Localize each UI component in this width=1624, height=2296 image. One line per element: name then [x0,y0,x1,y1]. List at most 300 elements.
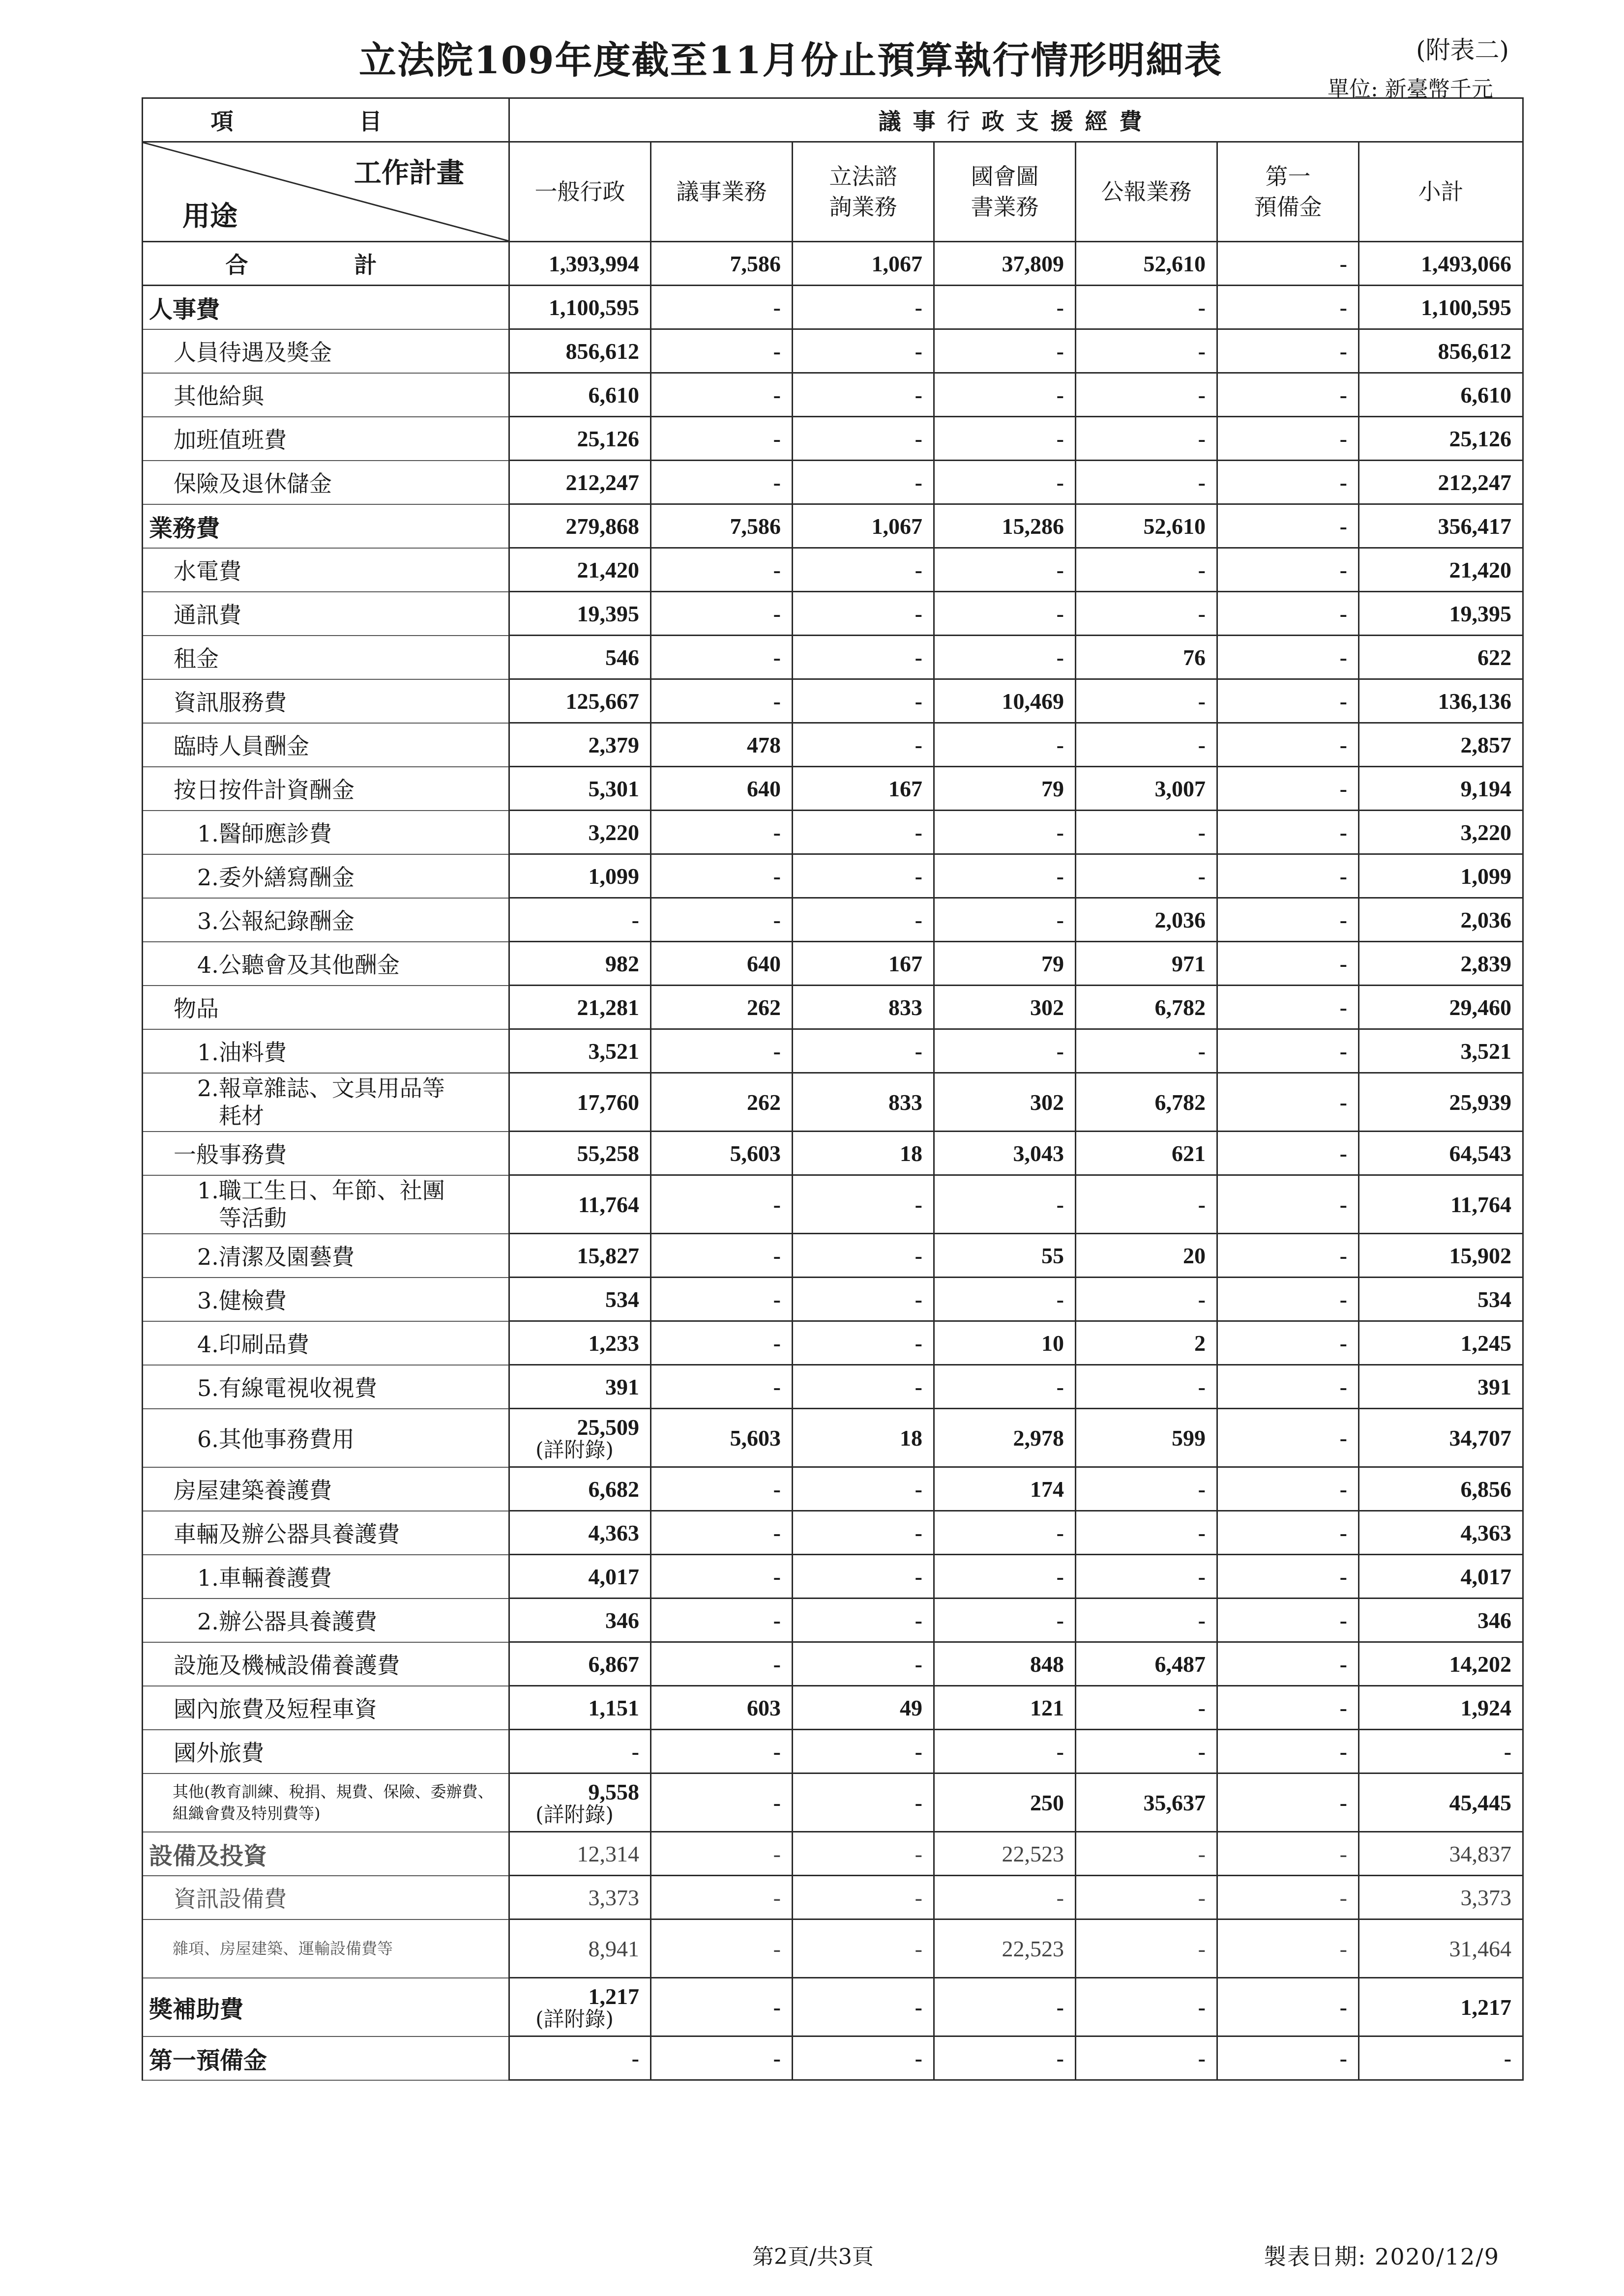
row-value: 546 [509,636,651,679]
row-value: 1,100,595 [1359,286,1523,329]
annex-label: (附表二) [1416,36,1509,64]
table-row [143,1175,1523,1234]
table-row [143,1132,1523,1175]
table-row [143,679,1523,723]
table-row [143,854,1523,898]
row-value: 3,521 [509,1029,651,1073]
row-value: 1,100,595 [509,286,651,329]
row-label-line: 1.職工生日、年節、社團 [197,1177,445,1204]
row-value: - [793,461,934,504]
row-value: - [793,636,934,679]
row-value: 125,667 [509,679,651,723]
row-value: 25,126 [1359,417,1523,461]
row-value: - [1217,1467,1359,1511]
row-value: 1,099 [509,854,651,898]
row-label-line: 第一預備金 [149,2046,267,2074]
row-value: - [1217,373,1359,417]
row-value: 76 [1076,636,1217,679]
row-value: 302 [934,1073,1076,1132]
row-value: - [1217,1978,1359,2036]
row-value: - [1076,2036,1217,2080]
row-value: - [793,1365,934,1409]
row-value: 55 [934,1234,1076,1278]
row-value: - [1217,1511,1359,1555]
column-header-line: 一般行政 [534,178,625,205]
row-value: - [934,1175,1076,1234]
row-value: - [1076,723,1217,767]
column-header [793,142,934,242]
row-label-line: 臨時人員酬金 [174,733,309,759]
row-value: - [934,329,1076,373]
row-label-line: 一般事務費 [174,1141,287,1168]
row-label [143,1467,509,1511]
column-header-line: 小計 [1418,178,1464,205]
row-label-line: 1.車輛養護費 [197,1565,332,1591]
row-value: 599 [1076,1409,1217,1467]
row-value: - [1217,1598,1359,1642]
row-value: - [1076,1175,1217,1234]
table-row [143,417,1523,461]
row-value: 3,007 [1076,767,1217,811]
row-label-line: 加班值班費 [174,427,287,453]
row-value: - [934,1029,1076,1073]
table-row [143,1467,1523,1511]
total-row [143,242,1523,286]
row-value: 3,043 [934,1132,1076,1175]
total-value: - [1217,242,1359,286]
table-row [143,1773,1523,1832]
row-value: - [793,286,934,329]
row-value: 279,868 [509,504,651,548]
unit-label: 單位: 新臺幣千元 [1328,77,1493,102]
row-value: 2,857 [1359,723,1523,767]
row-label [143,329,509,373]
row-value: - [1217,1365,1359,1409]
row-value: 167 [793,767,934,811]
row-value: - [934,1730,1076,1773]
row-value: 45,445 [1359,1773,1523,1832]
row-label [143,1073,509,1132]
row-value: - [934,286,1076,329]
table-row [143,548,1523,592]
row-value: - [1217,592,1359,636]
row-value: - [1076,811,1217,854]
row-value: - [651,1029,793,1073]
column-header-line: 國會圖 [971,163,1039,190]
row-value: 121 [934,1686,1076,1730]
row-value: 971 [1076,942,1217,986]
row-label-line: 資訊設備費 [174,1886,287,1912]
row-label-line: 通訊費 [174,602,241,628]
row-value: - [1217,679,1359,723]
row-value: 15,902 [1359,1234,1523,1278]
table-row [143,767,1523,811]
row-value: - [934,1876,1076,1919]
row-label [143,1234,509,1278]
row-label [143,942,509,986]
row-value: 6,856 [1359,1467,1523,1511]
table-row [143,1278,1523,1321]
row-value: - [1076,417,1217,461]
row-value: 6,782 [1076,986,1217,1029]
row-value: - [1359,1730,1523,1773]
row-value: - [1217,1919,1359,1978]
row-value [509,1409,651,1467]
row-value: 19,395 [509,592,651,636]
row-value: - [934,1511,1076,1555]
row-label [143,767,509,811]
row-value: 5,603 [651,1132,793,1175]
total-value: 52,610 [1076,242,1217,286]
row-label-line: 國內旅費及短程車資 [174,1696,377,1722]
row-value: 1,099 [1359,854,1523,898]
column-header-line: 詢業務 [829,194,897,220]
row-value: - [793,548,934,592]
row-label-line: 租金 [174,645,219,672]
row-value: - [651,854,793,898]
row-value: - [934,373,1076,417]
total-value: 7,586 [651,242,793,286]
row-value: - [934,1598,1076,1642]
row-value: - [1217,767,1359,811]
row-value: - [509,1730,651,1773]
column-header-line: 第一 [1265,163,1311,190]
row-value: - [1217,723,1359,767]
row-value: 79 [934,942,1076,986]
row-value: - [934,723,1076,767]
column-header [509,142,651,242]
row-value: - [1217,1029,1359,1073]
row-value: - [651,1467,793,1511]
table-row [143,1409,1523,1467]
row-label-line: 耗材 [219,1103,264,1129]
row-value: - [934,417,1076,461]
row-value: 356,417 [1359,504,1523,548]
total-value: 1,067 [793,242,934,286]
row-value: - [793,1278,934,1321]
row-value: - [934,898,1076,942]
row-value: 7,586 [651,504,793,548]
row-value: - [793,1175,934,1234]
row-label [143,592,509,636]
row-value: - [651,1175,793,1234]
row-value: - [793,1321,934,1365]
row-value: 2,978 [934,1409,1076,1467]
row-value: 212,247 [509,461,651,504]
table-row [143,1978,1523,2036]
row-value: 4,017 [509,1555,651,1598]
row-label [143,1978,509,2036]
row-value: - [651,329,793,373]
row-value: - [1076,373,1217,417]
row-value: - [793,2036,934,2080]
row-value: - [934,1555,1076,1598]
row-value: - [1076,1467,1217,1511]
row-label-line: 按日按件計資酬金 [174,777,354,803]
row-value: - [934,592,1076,636]
row-label-line: 雜項、房屋建築、運輸設備費等 [173,1939,393,1958]
row-label [143,1876,509,1919]
table-row [143,329,1523,373]
row-value: 3,220 [1359,811,1523,854]
table-row [143,592,1523,636]
row-value: - [793,1832,934,1876]
column-header-line: 公報業務 [1101,178,1192,205]
table-row [143,373,1523,417]
row-value: - [1359,2036,1523,2080]
row-value: - [793,1642,934,1686]
row-value: 6,867 [509,1642,651,1686]
table-row [143,286,1523,329]
row-value: 6,610 [1359,373,1523,417]
table-row [143,1555,1523,1598]
row-value: - [1217,2036,1359,2080]
row-value: - [651,679,793,723]
row-label-line: 物品 [174,995,219,1022]
row-label [143,1919,509,1978]
table-row [143,1511,1523,1555]
row-value: 1,067 [793,504,934,548]
table-row [143,1365,1523,1409]
row-value: 19,395 [1359,592,1523,636]
row-value: - [793,854,934,898]
row-label [143,723,509,767]
row-label [143,1321,509,1365]
row-value: - [651,1278,793,1321]
table-row [143,723,1523,767]
row-value: - [651,592,793,636]
row-value: 15,286 [934,504,1076,548]
row-label [143,373,509,417]
row-value: - [1076,461,1217,504]
row-value: 1,924 [1359,1686,1523,1730]
row-value: 5,603 [651,1409,793,1467]
row-label [143,898,509,942]
row-value: - [651,548,793,592]
header-work-plan: 工作計畫 [354,157,464,189]
row-value [509,1978,651,2036]
row-value: - [1217,1876,1359,1919]
row-value: 174 [934,1467,1076,1511]
row-value: - [793,1730,934,1773]
row-value: 346 [509,1598,651,1642]
row-value: - [934,548,1076,592]
table-row [143,1642,1523,1686]
row-value: - [793,373,934,417]
row-label [143,1511,509,1555]
row-label [143,1832,509,1876]
row-value: 478 [651,723,793,767]
row-value: 4,363 [1359,1511,1523,1555]
appendix-note: (詳附錄) [535,1802,614,1827]
row-value: - [651,1919,793,1978]
row-label [143,1132,509,1175]
column-header [934,142,1076,242]
row-value: 302 [934,986,1076,1029]
row-value: - [509,898,651,942]
row-value: 11,764 [1359,1175,1523,1234]
row-value: - [793,1978,934,2036]
total-label: 合 計 [143,242,509,286]
row-value: 17,760 [509,1073,651,1132]
row-label [143,636,509,679]
row-label-line: 2.清潔及園藝費 [197,1244,354,1270]
row-value: 262 [651,1073,793,1132]
row-value: - [1076,679,1217,723]
row-value: - [509,2036,651,2080]
row-value: 10,469 [934,679,1076,723]
row-label [143,1686,509,1730]
row-value: - [1076,329,1217,373]
page-title: 立法院109年度截至11月份止預算執行情形明細表 [359,38,1223,82]
row-value: 856,612 [1359,329,1523,373]
row-value: - [1076,286,1217,329]
row-value: - [651,1730,793,1773]
row-value: - [1076,1598,1217,1642]
value-main: 1,217 [588,1984,639,2009]
row-value: 856,612 [509,329,651,373]
column-header [1076,142,1217,242]
total-value: 1,393,994 [509,242,651,286]
row-value: - [934,1365,1076,1409]
row-value: 2,839 [1359,942,1523,986]
row-value: - [651,1321,793,1365]
table-row [143,636,1523,679]
row-value: 2,036 [1076,898,1217,942]
appendix-note: (詳附錄) [535,2007,614,2031]
row-value: 6,682 [509,1467,651,1511]
row-value: 391 [1359,1365,1523,1409]
header-item: 項 目 [143,98,509,142]
row-value: 833 [793,1073,934,1132]
row-value: - [651,811,793,854]
row-value: 6,610 [509,373,651,417]
row-label [143,1730,509,1773]
row-value: 3,373 [1359,1876,1523,1919]
row-value: - [651,1598,793,1642]
row-value: - [1076,1511,1217,1555]
row-value: - [1076,1832,1217,1876]
row-value: 34,837 [1359,1832,1523,1876]
table-row [143,986,1523,1029]
row-value: - [1076,592,1217,636]
total-value: 1,493,066 [1359,242,1523,286]
table-row [143,1876,1523,1919]
header-row-1 [143,98,1523,142]
row-value: - [651,286,793,329]
row-label-line: 獎補助費 [149,1995,244,2023]
row-label [143,1598,509,1642]
row-label-line: 設備及投資 [149,1842,267,1870]
row-label [143,548,509,592]
row-value: - [1076,548,1217,592]
row-value: 5,301 [509,767,651,811]
row-label [143,461,509,504]
row-label [143,417,509,461]
row-label-line: 2.委外繕寫酬金 [197,864,354,891]
table-row [143,1598,1523,1642]
row-label [143,1029,509,1073]
row-value: - [651,1876,793,1919]
header-diagonal-cell [143,142,509,242]
row-value: - [793,898,934,942]
row-label [143,2036,509,2080]
row-value: 25,939 [1359,1073,1523,1132]
row-label [143,286,509,329]
header-usage: 用途 [182,200,237,233]
row-value: - [651,1511,793,1555]
row-label-line: 1.醫師應診費 [197,820,332,847]
row-value: - [1217,548,1359,592]
row-label-line: 其他(教育訓練、稅捐、規費、保險、委辦費、組織會費及特別費等) [173,1782,494,1823]
row-value: - [793,592,934,636]
row-value: - [793,1919,934,1978]
row-value: - [793,1555,934,1598]
row-label-line: 3.健檢費 [197,1287,287,1314]
row-value: 833 [793,986,934,1029]
column-header [651,142,793,242]
row-value: - [793,1029,934,1073]
column-header-line: 書業務 [971,194,1039,220]
table-row [143,942,1523,986]
row-value: - [934,1978,1076,2036]
row-value: 136,136 [1359,679,1523,723]
row-value: 1,233 [509,1321,651,1365]
header-group: 議事行政支援經費 [509,98,1523,142]
row-value: - [651,898,793,942]
appendix-note: (詳附錄) [535,1438,614,1462]
row-value: - [651,373,793,417]
row-value: - [793,329,934,373]
row-label [143,1642,509,1686]
row-value: 22,523 [934,1832,1076,1876]
table-row [143,811,1523,854]
row-value: 49 [793,1686,934,1730]
row-value: - [1076,1730,1217,1773]
row-value: - [1217,1730,1359,1773]
row-value: - [1217,329,1359,373]
row-value: 25,126 [509,417,651,461]
row-value: 6,487 [1076,1642,1217,1686]
row-value: - [1217,1175,1359,1234]
row-value: - [1217,854,1359,898]
row-value: - [1076,1555,1217,1598]
row-value: - [1217,942,1359,986]
row-value: 11,764 [509,1175,651,1234]
row-value: 3,521 [1359,1029,1523,1073]
row-label [143,1773,509,1832]
row-value: - [651,1365,793,1409]
row-value: - [1217,504,1359,548]
row-value: - [1076,1978,1217,2036]
table-row [143,1029,1523,1073]
row-value: 534 [1359,1278,1523,1321]
row-value: 1,151 [509,1686,651,1730]
row-label-line: 業務費 [149,514,220,542]
row-value: - [651,461,793,504]
total-value: 37,809 [934,242,1076,286]
row-value: 1,217 [1359,1978,1523,2036]
row-value: - [1076,1686,1217,1730]
row-value: 29,460 [1359,986,1523,1029]
row-value: - [1217,1073,1359,1132]
row-value: - [1217,1321,1359,1365]
row-label [143,854,509,898]
row-value: - [934,636,1076,679]
row-label [143,1409,509,1467]
row-value: 64,543 [1359,1132,1523,1175]
row-label [143,1365,509,1409]
